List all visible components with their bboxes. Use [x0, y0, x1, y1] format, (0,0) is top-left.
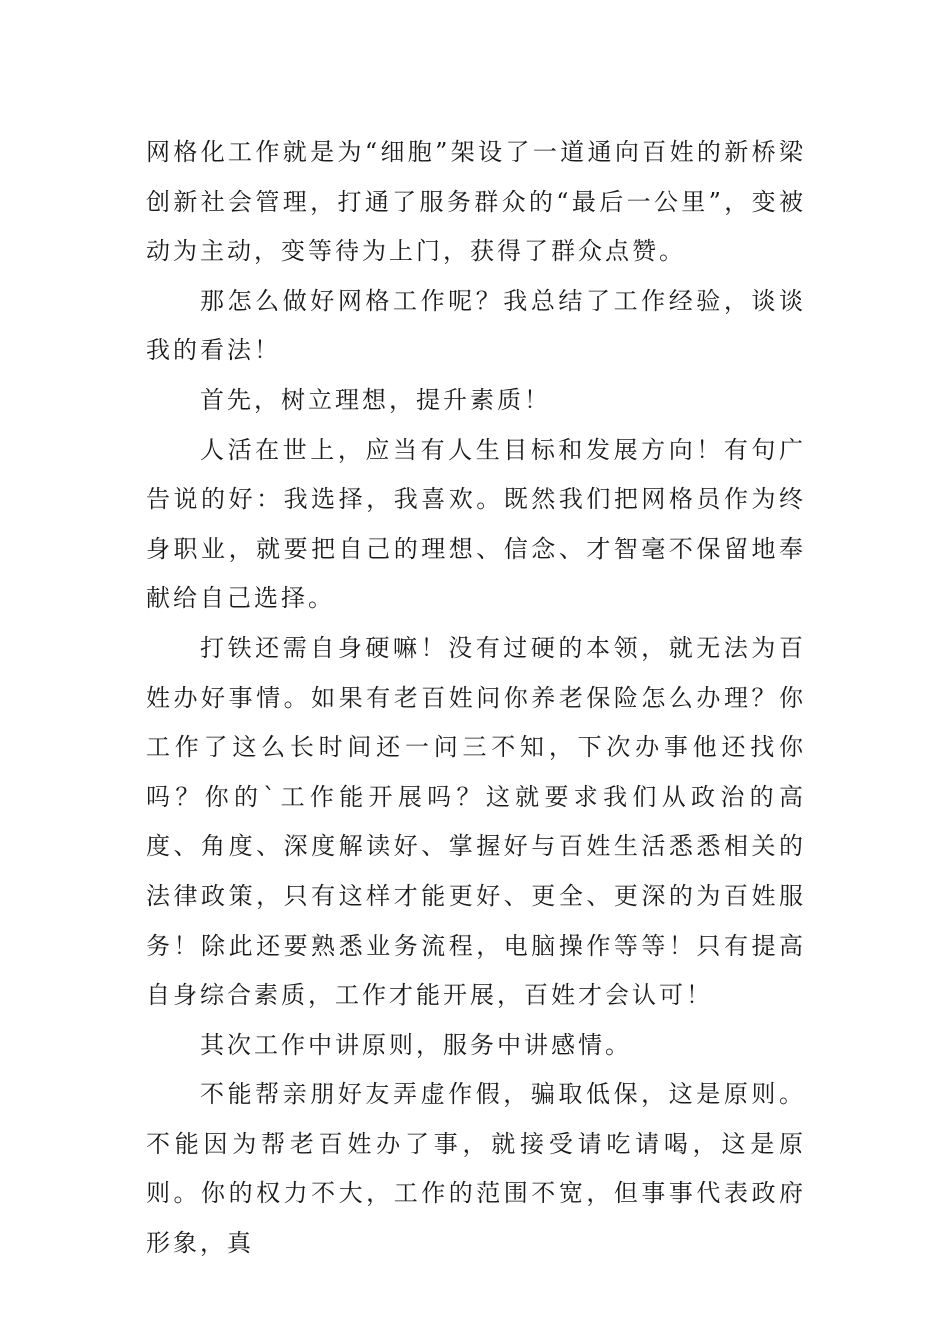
- paragraph-6-heading-second: 其次工作中讲原则，服务中讲感情。: [200, 1030, 632, 1059]
- paragraph-7: 不能帮亲朋好友弄虚作假，骗取低保，这是原则。不能因为帮老百姓办了事，就接受请吃请喝，这是原则。你的权力不大，工作的范围不宽，但事事代表政府形象，真: [146, 1080, 806, 1258]
- paragraph-4: 人活在世上，应当有人生目标和发展方向！有句广告说的好：我选择，我喜欢。既然我们把网格员作为终身职业，就要把自己的理想、信念、才智毫不保留地奉献给自己选择。: [146, 435, 806, 613]
- paragraph-2: 那怎么做好网格工作呢？我总结了工作经验，谈谈我的看法！: [146, 286, 806, 365]
- paragraph-1: 网格化工作就是为“细胞”架设了一道通向百姓的新桥梁创新社会管理，打通了服务群众的“最后一公里”，变被动为主动，变等待为上门，获得了群众点赞。: [146, 138, 806, 266]
- body-text: [146, 128, 806, 1269]
- paragraph-5: 打铁还需自身硬嘛！没有过硬的本领，就无法为百姓办好事情。如果有老百姓问你养老保险怎么办理？你工作了这么长时间还一问三不知，下次办事他还找你吗？你的`工作能开展吗？这就要求我们从政治的高度、角度、深度解读好、掌握好与百姓生活悉悉相关的法律政策，只有这样才能更好、更全、更深的为百姓服务！除此还要熟悉业务流程，电脑操作等等！只有提高自身综合素质，工作才能开展，百姓才会认可！: [146, 633, 806, 1010]
- paragraph-3-heading-first: 首先，树立理想，提升素质！: [200, 385, 551, 414]
